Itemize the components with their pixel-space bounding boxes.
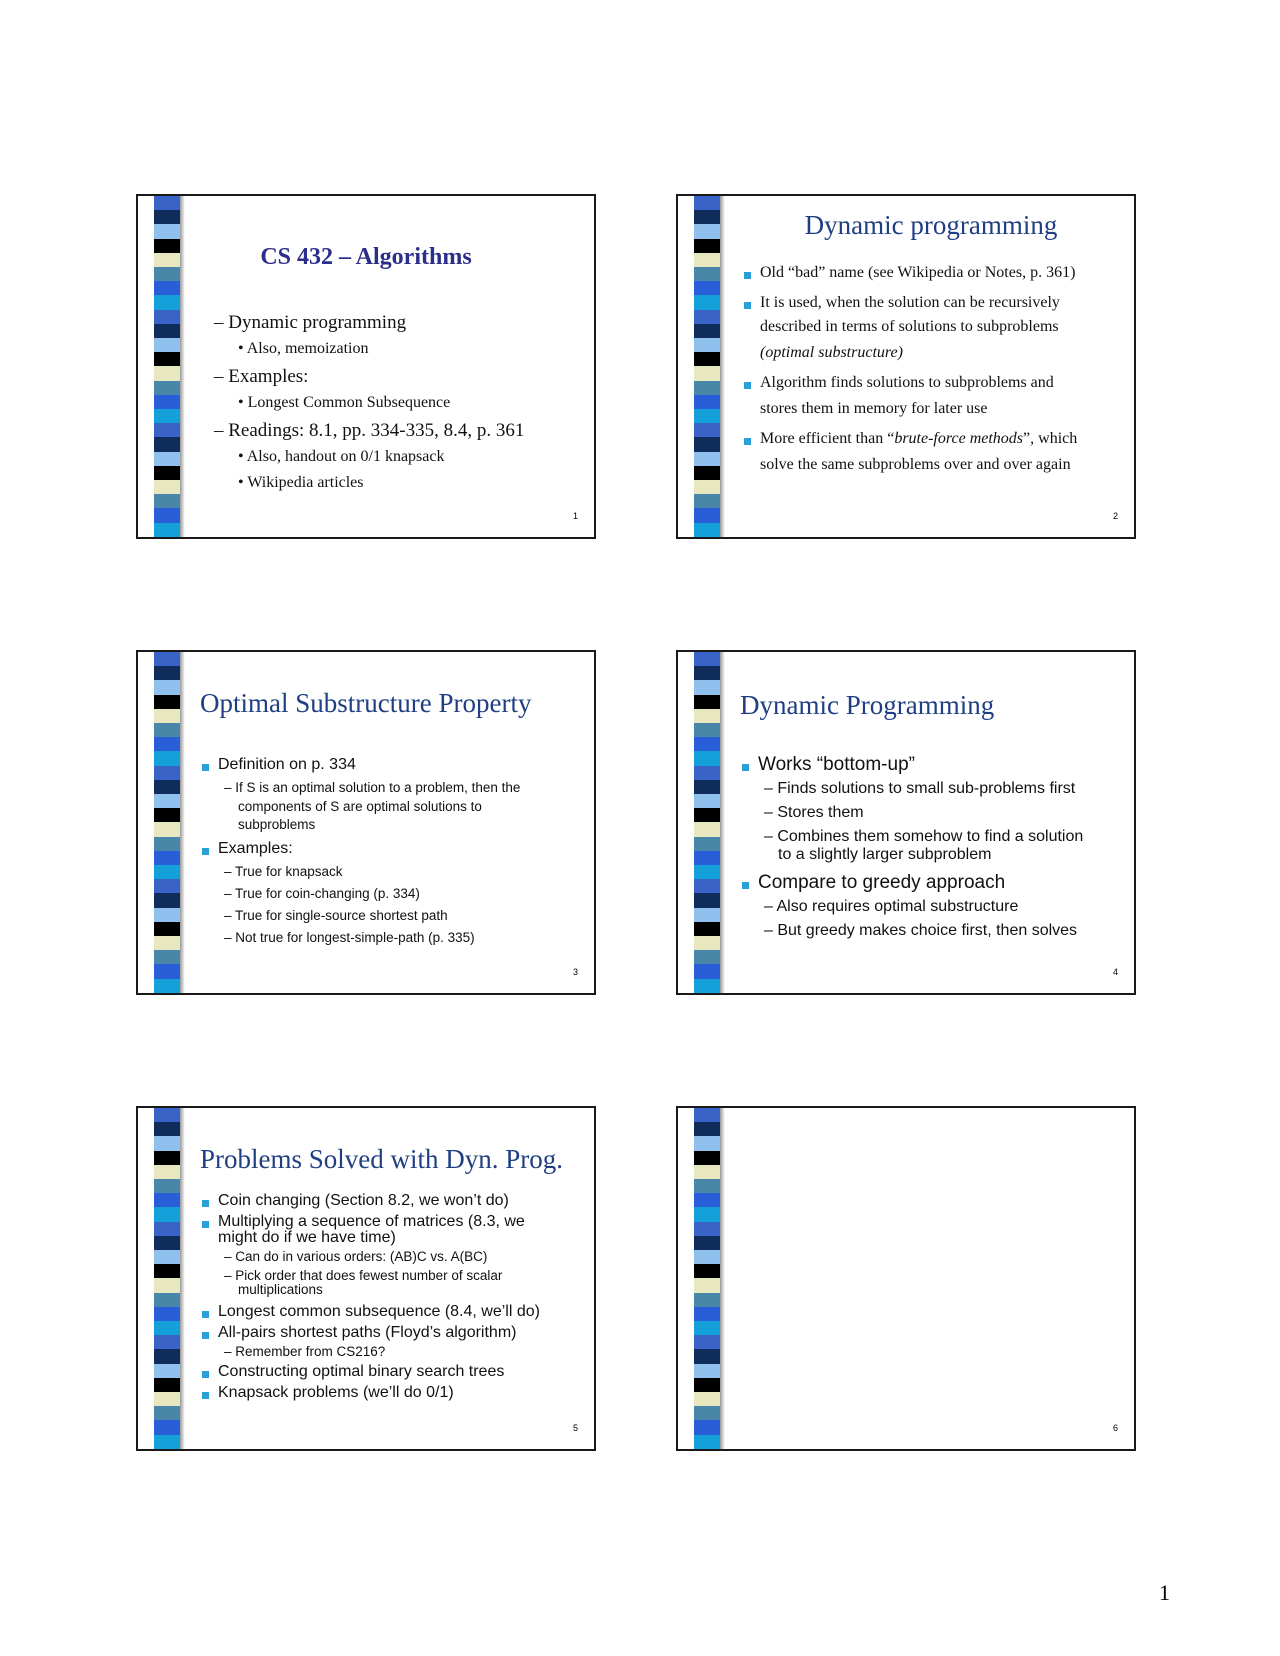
slide-number: 3 bbox=[572, 967, 578, 977]
stripe-segment bbox=[154, 751, 180, 765]
slide-line: to a slightly larger subproblem bbox=[778, 846, 992, 863]
slide-number: 6 bbox=[1112, 1423, 1118, 1433]
slide-title: CS 432 – Algorithms bbox=[260, 244, 472, 270]
stripe-segment bbox=[154, 1179, 180, 1193]
stripe-segment bbox=[154, 737, 180, 751]
stripe-segment bbox=[694, 950, 720, 964]
stripe-segment bbox=[694, 466, 720, 480]
slide-line: subproblems bbox=[238, 817, 316, 832]
stripe-segment bbox=[694, 822, 720, 836]
page-number: 1 bbox=[1159, 1580, 1170, 1605]
slide-bullet: described in terms of solutions to subproblems bbox=[760, 318, 1059, 335]
stripe-segment bbox=[154, 423, 180, 437]
stripe-segment bbox=[694, 1307, 720, 1321]
stripe-segment bbox=[694, 1364, 720, 1378]
slide-line: • Also, memoization bbox=[238, 340, 369, 357]
stripe-segment bbox=[694, 196, 720, 210]
slide-line: Constructing optimal binary search trees bbox=[218, 1363, 505, 1380]
bullet-icon bbox=[744, 438, 751, 445]
stripe-segment bbox=[694, 1207, 720, 1221]
stripe-segment bbox=[154, 1207, 180, 1221]
stripe-segment bbox=[694, 1108, 720, 1122]
stripe-segment bbox=[154, 366, 180, 380]
slide-bullet: Algorithm finds solutions to subproblems and bbox=[760, 374, 1054, 391]
stripe-segment bbox=[694, 224, 720, 238]
stripe-segment bbox=[154, 381, 180, 395]
slide-line: • Longest Common Subsequence bbox=[238, 394, 451, 411]
stripe-segment bbox=[154, 523, 180, 537]
stripe-segment bbox=[694, 1335, 720, 1349]
slide-line: – If S is an optimal solution to a problem, then the bbox=[224, 780, 521, 795]
stripe-segment bbox=[154, 893, 180, 907]
stripe-segment bbox=[694, 1278, 720, 1292]
stripe-segment bbox=[154, 352, 180, 366]
stripe-segment bbox=[154, 295, 180, 309]
slide-bullet: It is used, when the solution can be recursively bbox=[760, 294, 1060, 311]
stripe-segment bbox=[154, 1222, 180, 1236]
stripe-segment bbox=[694, 1378, 720, 1392]
stripe-segment bbox=[154, 922, 180, 936]
bullet-icon bbox=[202, 1392, 209, 1399]
stripe-segment bbox=[154, 879, 180, 893]
slide-stripe bbox=[154, 1108, 180, 1449]
stripe-segment bbox=[694, 865, 720, 879]
bullet-icon bbox=[202, 1200, 209, 1207]
slide-line: components of S are optimal solutions to bbox=[238, 799, 482, 814]
stripe-segment bbox=[154, 1122, 180, 1136]
slide-line: – Combines them somehow to find a solution bbox=[764, 828, 1084, 845]
stripe-segment bbox=[154, 766, 180, 780]
slide-bullet: stores them in memory for later use bbox=[760, 400, 988, 417]
stripe-segment bbox=[694, 837, 720, 851]
stripe-segment bbox=[154, 936, 180, 950]
stripe-segment bbox=[154, 652, 180, 666]
stripe-segment bbox=[694, 1264, 720, 1278]
stripe-segment bbox=[694, 253, 720, 267]
slide-1 bbox=[136, 194, 596, 539]
stripe-segment bbox=[694, 709, 720, 723]
slide-number: 1 bbox=[572, 511, 578, 521]
stripe-segment bbox=[694, 281, 720, 295]
stripe-segment bbox=[154, 1435, 180, 1449]
slide-title: Optimal Substructure Property bbox=[200, 688, 532, 718]
slide-line: Longest common subsequence (8.4, we’ll do) bbox=[218, 1303, 540, 1320]
slide-line: Definition on p. 334 bbox=[218, 756, 356, 773]
stripe-segment bbox=[154, 196, 180, 210]
stripe-segment bbox=[154, 908, 180, 922]
stripe-segment bbox=[694, 879, 720, 893]
bullet-icon bbox=[744, 272, 751, 279]
slide-line: • Wikipedia articles bbox=[238, 474, 364, 491]
stripe-segment bbox=[154, 508, 180, 522]
stripe-segment bbox=[154, 851, 180, 865]
slide-line: – Can do in various orders: (AB)C vs. A(BC) bbox=[224, 1249, 488, 1264]
stripe-segment bbox=[694, 666, 720, 680]
stripe-segment bbox=[694, 210, 720, 224]
stripe-segment bbox=[694, 1250, 720, 1264]
stripe-segment bbox=[154, 1193, 180, 1207]
stripe-segment bbox=[154, 395, 180, 409]
stripe-segment bbox=[154, 409, 180, 423]
slide-line: multiplications bbox=[238, 1282, 323, 1297]
bullet-icon bbox=[202, 1332, 209, 1339]
stripe-segment bbox=[154, 1364, 180, 1378]
stripe-segment bbox=[694, 1122, 720, 1136]
bullet-icon bbox=[202, 848, 209, 855]
slide-line: Coin changing (Section 8.2, we won’t do) bbox=[218, 1192, 509, 1209]
slide-number: 2 bbox=[1112, 511, 1118, 521]
stripe-segment bbox=[694, 1136, 720, 1150]
slide-line: Knapsack problems (we’ll do 0/1) bbox=[218, 1384, 454, 1401]
stripe-segment bbox=[154, 1136, 180, 1150]
bullet-icon bbox=[742, 764, 749, 771]
stripe-segment bbox=[154, 1165, 180, 1179]
stripe-segment bbox=[694, 1236, 720, 1250]
stripe-segment bbox=[694, 508, 720, 522]
stripe-segment bbox=[154, 338, 180, 352]
slide-number: 4 bbox=[1112, 967, 1118, 977]
stripe-segment bbox=[154, 794, 180, 808]
stripe-segment bbox=[694, 737, 720, 751]
stripe-segment bbox=[694, 395, 720, 409]
stripe-segment bbox=[154, 723, 180, 737]
stripe-segment bbox=[154, 950, 180, 964]
slide-line: – Finds solutions to small sub-problems first bbox=[764, 780, 1076, 797]
stripe-segment bbox=[154, 1321, 180, 1335]
bullet-icon bbox=[202, 1311, 209, 1318]
stripe-segment bbox=[694, 808, 720, 822]
stripe-segment bbox=[154, 1378, 180, 1392]
slide-line: Multiplying a sequence of matrices (8.3, we bbox=[218, 1213, 525, 1230]
stripe-segment bbox=[154, 1392, 180, 1406]
slide-line: – True for coin-changing (p. 334) bbox=[224, 886, 420, 901]
stripe-segment bbox=[154, 480, 180, 494]
slide-number: 5 bbox=[572, 1423, 578, 1433]
stripe-segment bbox=[694, 922, 720, 936]
stripe-segment bbox=[694, 851, 720, 865]
stripe-segment bbox=[694, 979, 720, 993]
slide-title: Dynamic Programming bbox=[740, 690, 995, 720]
stripe-segment bbox=[154, 224, 180, 238]
stripe-segment bbox=[154, 1335, 180, 1349]
slide-line: – Dynamic programming bbox=[214, 312, 407, 333]
stripe-segment bbox=[694, 267, 720, 281]
stripe-segment bbox=[154, 979, 180, 993]
stripe-segment bbox=[154, 466, 180, 480]
slide-2 bbox=[676, 194, 1136, 539]
slide-line: – But greedy makes choice first, then solves bbox=[764, 922, 1078, 939]
slide-line: Compare to greedy approach bbox=[758, 872, 1006, 893]
slide-title: Dynamic programming bbox=[804, 210, 1058, 240]
slide-line: might do if we have time) bbox=[218, 1229, 396, 1246]
stripe-segment bbox=[154, 1406, 180, 1420]
stripe-segment bbox=[154, 1264, 180, 1278]
stripe-segment bbox=[694, 893, 720, 907]
stripe-segment bbox=[154, 780, 180, 794]
stripe-segment bbox=[694, 695, 720, 709]
slide-line: – Examples: bbox=[214, 366, 309, 387]
slide-line: – Remember from CS216? bbox=[224, 1344, 386, 1359]
stripe-segment bbox=[694, 1435, 720, 1449]
stripe-segment bbox=[694, 1293, 720, 1307]
slide-line: All-pairs shortest paths (Floyd’s algorithm) bbox=[218, 1324, 517, 1341]
stripe-segment bbox=[694, 366, 720, 380]
stripe-segment bbox=[154, 1307, 180, 1321]
stripe-segment bbox=[694, 523, 720, 537]
stripe-segment bbox=[694, 1406, 720, 1420]
stripe-segment bbox=[154, 324, 180, 338]
stripe-segment bbox=[154, 1420, 180, 1434]
stripe-segment bbox=[694, 766, 720, 780]
slide-line: Works “bottom-up” bbox=[758, 754, 915, 775]
slide-bullet: More efficient than “brute-force methods”, which bbox=[760, 430, 1078, 447]
slide-line: – True for single-source shortest path bbox=[224, 908, 448, 923]
stripe-segment bbox=[694, 352, 720, 366]
stripe-segment bbox=[154, 281, 180, 295]
slide-3 bbox=[136, 650, 596, 995]
stripe-segment bbox=[154, 709, 180, 723]
slide-6 bbox=[676, 1106, 1136, 1451]
stripe-segment bbox=[154, 1236, 180, 1250]
stripe-segment bbox=[694, 1349, 720, 1363]
slide-stripe bbox=[694, 652, 720, 993]
stripe-segment bbox=[694, 423, 720, 437]
stripe-segment bbox=[154, 964, 180, 978]
slide-stripe bbox=[694, 196, 720, 537]
bullet-icon bbox=[744, 302, 751, 309]
stripe-segment bbox=[694, 310, 720, 324]
stripe-segment bbox=[154, 1151, 180, 1165]
stripe-segment bbox=[694, 723, 720, 737]
stripe-segment bbox=[694, 1392, 720, 1406]
stripe-segment bbox=[694, 338, 720, 352]
stripe-segment bbox=[154, 1108, 180, 1122]
stripe-segment bbox=[154, 210, 180, 224]
slide-title: Problems Solved with Dyn. Prog. bbox=[200, 1144, 564, 1174]
stripe-segment bbox=[694, 295, 720, 309]
stripe-segment bbox=[154, 494, 180, 508]
stripe-segment bbox=[154, 865, 180, 879]
stripe-segment bbox=[694, 908, 720, 922]
stripe-segment bbox=[694, 1151, 720, 1165]
slide-line: – Not true for longest-simple-path (p. 335) bbox=[224, 930, 475, 945]
bullet-icon bbox=[202, 1221, 209, 1228]
stripe-segment bbox=[694, 452, 720, 466]
slide-stripe bbox=[154, 652, 180, 993]
stripe-segment bbox=[694, 1193, 720, 1207]
stripe-segment bbox=[694, 751, 720, 765]
stripe-segment bbox=[154, 437, 180, 451]
stripe-segment bbox=[154, 822, 180, 836]
stripe-segment bbox=[694, 381, 720, 395]
stripe-segment bbox=[694, 936, 720, 950]
bullet-icon bbox=[744, 382, 751, 389]
stripe-segment bbox=[694, 1222, 720, 1236]
stripe-segment bbox=[694, 239, 720, 253]
stripe-segment bbox=[694, 794, 720, 808]
slide-4 bbox=[676, 650, 1136, 995]
slide-line: – Pick order that does fewest number of scalar bbox=[224, 1268, 503, 1283]
stripe-segment bbox=[154, 680, 180, 694]
stripe-segment bbox=[154, 310, 180, 324]
stripe-segment bbox=[154, 837, 180, 851]
stripe-segment bbox=[154, 695, 180, 709]
stripe-segment bbox=[154, 1250, 180, 1264]
stripe-segment bbox=[694, 324, 720, 338]
stripe-segment bbox=[694, 780, 720, 794]
slide-line: – Stores them bbox=[764, 804, 864, 821]
stripe-segment bbox=[694, 1420, 720, 1434]
stripe-segment bbox=[154, 1278, 180, 1292]
stripe-segment bbox=[694, 1321, 720, 1335]
slide-line: – Readings: 8.1, pp. 334-335, 8.4, p. 361 bbox=[214, 420, 525, 441]
stripe-segment bbox=[694, 964, 720, 978]
stripe-segment bbox=[694, 480, 720, 494]
bullet-icon bbox=[202, 764, 209, 771]
stripe-segment bbox=[154, 808, 180, 822]
bullet-icon bbox=[202, 1371, 209, 1378]
stripe-segment bbox=[154, 1349, 180, 1363]
slide-line: – Also requires optimal substructure bbox=[764, 898, 1019, 915]
bullet-icon bbox=[742, 882, 749, 889]
slide-5 bbox=[136, 1106, 596, 1451]
stripe-segment bbox=[694, 437, 720, 451]
stripe-segment bbox=[154, 452, 180, 466]
stripe-segment bbox=[694, 1165, 720, 1179]
slide-line: Examples: bbox=[218, 840, 293, 857]
stripe-segment bbox=[694, 1179, 720, 1193]
slide-line: – True for knapsack bbox=[224, 864, 343, 879]
stripe-segment bbox=[154, 1293, 180, 1307]
slide-bullet: solve the same subproblems over and over again bbox=[760, 456, 1071, 473]
slide-line: • Also, handout on 0/1 knapsack bbox=[238, 448, 445, 465]
stripe-segment bbox=[694, 494, 720, 508]
slide-bullet: Old “bad” name (see Wikipedia or Notes, p. 361) bbox=[760, 264, 1076, 281]
stripe-segment bbox=[154, 666, 180, 680]
slide-stripe bbox=[694, 1108, 720, 1449]
stripe-segment bbox=[694, 409, 720, 423]
stripe-segment bbox=[694, 680, 720, 694]
stripe-segment bbox=[694, 652, 720, 666]
slide-bullet: (optimal substructure) bbox=[760, 344, 903, 361]
